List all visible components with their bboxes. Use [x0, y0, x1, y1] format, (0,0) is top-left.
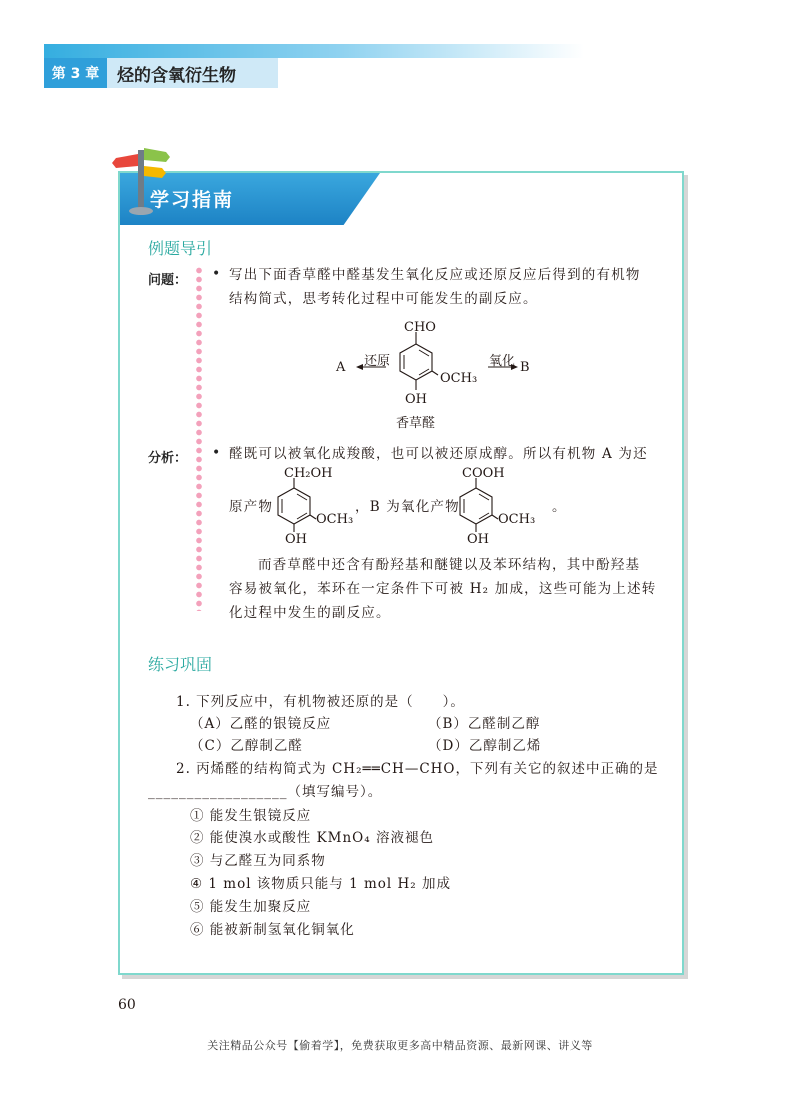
guide-title: 学习指南 [150, 189, 235, 211]
practice-heading: 练习巩固 [148, 655, 213, 674]
footer-note: 关注精品公众号【偷着学】，免费获取更多高中精品资源、最新网课、讲义等 [207, 1039, 593, 1052]
q2-item-2: ② 能使溴水或酸性 KMnO₄ 溶液褪色 [190, 830, 434, 846]
product-b: B [520, 360, 530, 375]
chapter-number: 第 3 章 [44, 58, 107, 88]
oxidation-product-text: ，B 为氧化产物 [355, 499, 460, 515]
alcohol-structure [270, 470, 360, 550]
reduction-product-text: 原产物 [229, 499, 274, 515]
reduce-label: 还原 [364, 354, 391, 369]
vanillin-och3: OCH₃ [440, 371, 478, 386]
alcohol-och3: OCH₃ [316, 512, 354, 527]
vanillin-cho: CHO [404, 320, 436, 335]
oxidize-label: 氧化 [489, 354, 516, 369]
q2-item-1: ① 能发生银镜反应 [190, 808, 312, 824]
q2-item-3: ③ 与乙醛互为同系物 [190, 853, 326, 869]
chapter-title: 烃的含氧衍生物 [117, 65, 236, 86]
alcohol-ch2oh: CH₂OH [284, 466, 333, 481]
chapter-bar [44, 58, 278, 88]
acid-cooh: COOH [462, 466, 505, 481]
q2-stem: 2. 丙烯醛的结构简式为 CH₂══CH—CHO，下列有关它的叙述中正确的是 [176, 761, 659, 777]
q1-stem: 1. 下列反应中，有机物被还原的是（ ）。 [176, 694, 465, 710]
signpost-icon [112, 144, 172, 216]
example-heading: 例题导引 [148, 239, 213, 258]
q1-option-d: （D）乙醇制乙烯 [428, 738, 542, 754]
dotted-divider [195, 266, 203, 611]
q2-blank: __________________（填写编号）。 [148, 784, 383, 800]
acid-structure [452, 470, 542, 550]
q1-option-c: （C）乙醇制乙醛 [190, 738, 303, 754]
analysis-line-1: 醛既可以被氧化成羧酸，也可以被还原成醇。所以有机物 A 为还 [229, 446, 648, 462]
analysis-line-2: 而香草醛中还含有酚羟基和醚键以及苯环结构，其中酚羟基 [258, 557, 641, 573]
vanillin-name: 香草醛 [396, 416, 436, 431]
question-label: 问题： [148, 273, 188, 288]
vanillin-oh: OH [405, 392, 427, 407]
bullet-dot: • [212, 445, 221, 461]
q1-option-a: （A）乙醛的银镜反应 [190, 716, 332, 732]
alcohol-oh: OH [285, 532, 307, 547]
page-number: 60 [118, 997, 136, 1013]
analysis-line-3: 容易被氧化，苯环在一定条件下可被 H₂ 加成，这些可能为上述转 [229, 581, 657, 597]
analysis-line-4: 化过程中发生的副反应。 [229, 605, 391, 621]
product-a: A [336, 360, 346, 375]
question-line-1: 写出下面香草醛中醛基发生氧化反应或还原反应后得到的有机物 [229, 267, 641, 283]
question-line-2: 结构简式，思考转化过程中可能发生的副反应。 [229, 291, 538, 307]
q2-item-6: ⑥ 能被新制氢氧化铜氧化 [190, 922, 355, 938]
acid-oh: OH [467, 532, 489, 547]
analysis-label: 分析： [148, 451, 188, 466]
q2-item-4: ④ 1 mol 该物质只能与 1 mol H₂ 加成 [190, 876, 451, 892]
q1-option-b: （B）乙醛制乙醇 [428, 716, 541, 732]
acid-och3: OCH₃ [498, 512, 536, 527]
header-band [44, 44, 584, 58]
bullet-dot: • [212, 266, 221, 282]
q2-item-5: ⑤ 能发生加聚反应 [190, 899, 312, 915]
period: 。 [552, 499, 567, 515]
